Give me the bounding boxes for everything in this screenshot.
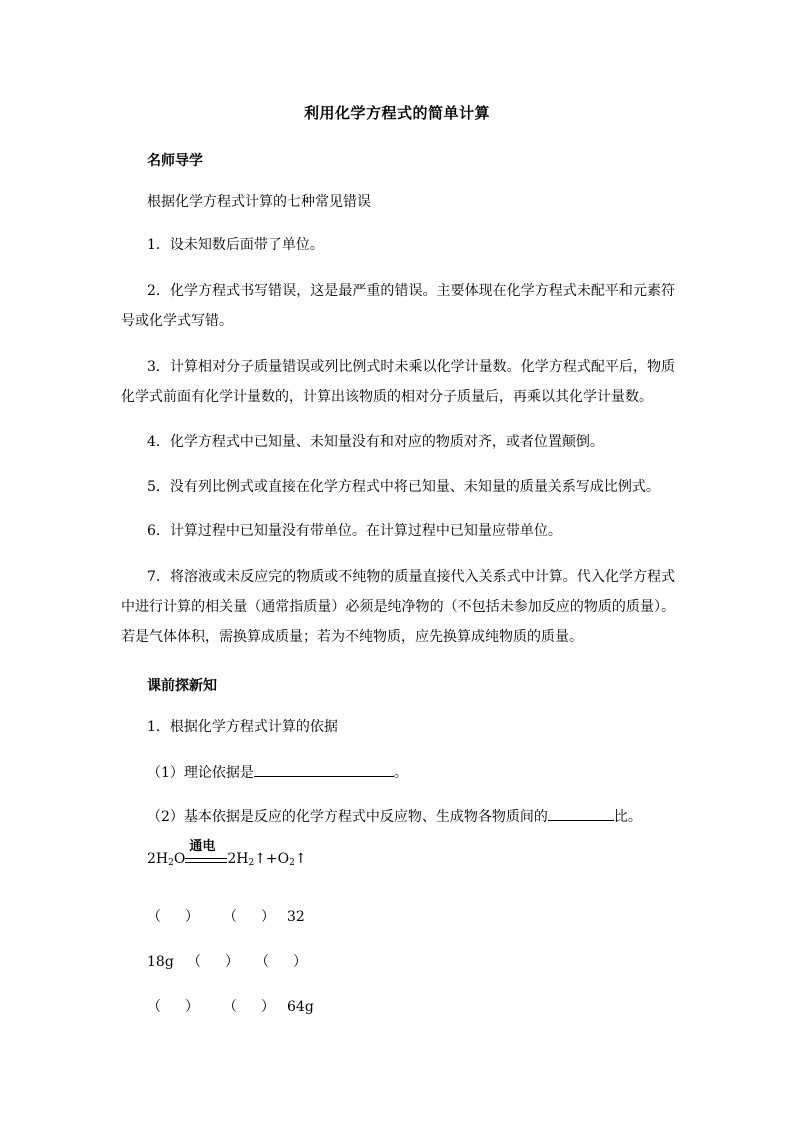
question-1a-prefix: （1）理论依据是 [147,765,254,781]
eq-product-2-sub: 2 [289,858,295,868]
eq-reactant: 2H [147,851,169,867]
error-item-7: 7．将溶液或未反应完的物质或不纯物的质量直接代入关系式中计算。代入化学方程式中进行计算的相关量（通常指质量）必须是纯净物的（不包括未参加反应的物质的质量）。若是气体体积，需换算成质量；若为不纯物质，应先换算成纯物质的质量。 [121,569,675,645]
row3-cell-5: 64g [287,999,314,1015]
document-title: 利用化学方程式的简单计算 [303,104,490,122]
error-item-1: 1．设未知数后面带了单位。 [147,237,324,253]
error-item-4: 4．化学方程式中已知量、未知量没有和对应的物质对齐，或者位置颠倒。 [147,434,604,450]
error-item-5: 5．没有列比例式或直接在化学方程式中将已知量、未知量的质量关系写成比例式。 [147,479,660,495]
eq-product-2-tail: ↑ [294,851,307,867]
question-1a [147,762,408,783]
row3-cell-2: ） [185,999,199,1015]
section-heading-kegian: 课前探新知 [147,678,217,694]
question-1a-suffix: 。 [393,765,408,781]
answer-blank-ratio[interactable] [548,806,614,821]
eq-reactant-sub: 2 [168,858,174,868]
error-item-3: 3．计算相对分子质量错误或列比例式时未乘以化学计量数。化学方程式配平后，物质化学式前面有化学计量数的，计算出该物质的相对分子质量后，再乘以其化学计量数。 [121,359,675,405]
row1-cell-4: ） [261,909,275,925]
row2-cell-4: （ [255,954,269,970]
eq-condition-arrow [185,839,227,868]
mass-row-2 [147,951,307,971]
row2-cell-2: （ [187,954,201,970]
row3-cell-3: （ [223,999,237,1015]
eq-product-1-tail: ↑+O [254,851,290,867]
eq-condition: 通电 [189,839,216,854]
mass-row-1 [147,906,305,926]
section-heading-mingshi: 名师导学 [147,153,203,169]
row2-cell-1: 18g [147,954,174,970]
row3-cell-4: ） [261,999,275,1015]
row2-cell-3: ） [225,954,239,970]
row3-cell-1: （ [147,999,161,1015]
row1-cell-3: （ [223,909,237,925]
row1-cell-1: （ [147,909,161,925]
question-1b-prefix: （2）基本依据是反应的化学方程式中反应物、生成物各物质间的 [147,809,548,825]
question-1: 1．根据化学方程式计算的依据 [147,719,338,735]
intro-text: 根据化学方程式计算的七种常见错误 [147,194,371,210]
row1-cell-2: ） [185,909,199,925]
eq-reactant-tail: O [173,851,186,867]
row1-cell-5: 32 [287,909,305,925]
answer-blank-theory[interactable] [254,762,394,777]
question-1b [147,806,642,827]
eq-product-1: 2H [227,851,249,867]
chemical-equation [147,839,307,888]
double-line-icon [185,858,227,863]
eq-product-1-sub: 2 [248,858,255,868]
row2-cell-5: ） [293,954,307,970]
mass-row-3 [147,996,314,1016]
error-item-2: 2．化学方程式书写错误，这是最严重的错误。主要体现在化学方程式未配平和元素符号或化学式写错。 [121,283,675,329]
error-item-6: 6．计算过程中已知量没有带单位。在计算过程中已知量应带单位。 [147,523,562,539]
question-1b-suffix: 比。 [613,809,642,825]
